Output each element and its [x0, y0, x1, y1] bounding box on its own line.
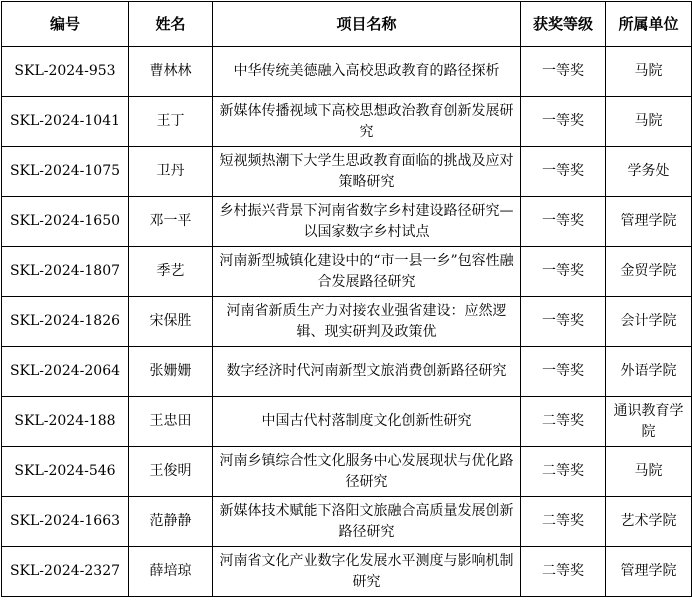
table-row — [2, 397, 692, 447]
cell-unit: 马院 — [606, 97, 692, 147]
table-row — [2, 47, 692, 97]
cell-name: 邓一平 — [129, 197, 213, 247]
cell-level: 一等奖 — [521, 197, 606, 247]
table-row — [2, 197, 692, 247]
header-level: 获奖等级 — [521, 2, 606, 47]
cell-unit: 金贸学院 — [606, 247, 692, 297]
cell-level: 二等奖 — [521, 547, 606, 597]
cell-title: 中华传统美德融入高校思政教育的路径探析 — [213, 47, 521, 97]
cell-id: SKL-2024-1807 — [2, 247, 129, 297]
cell-title: 数字经济时代河南新型文旅消费创新路径研究 — [213, 347, 521, 397]
cell-id: SKL-2024-2064 — [2, 347, 129, 397]
cell-unit: 马院 — [606, 47, 692, 97]
cell-unit: 管理学院 — [606, 197, 692, 247]
cell-name: 宋保胜 — [129, 297, 213, 347]
cell-title: 短视频热潮下大学生思政教育面临的挑战及应对策略研究 — [213, 147, 521, 197]
cell-level: 一等奖 — [521, 347, 606, 397]
table-row — [2, 297, 692, 347]
table-row — [2, 547, 692, 597]
cell-level: 一等奖 — [521, 47, 606, 97]
cell-level: 二等奖 — [521, 397, 606, 447]
cell-unit: 艺术学院 — [606, 497, 692, 547]
cell-unit: 马院 — [606, 447, 692, 497]
cell-name: 王忠田 — [129, 397, 213, 447]
cell-name: 张姗姗 — [129, 347, 213, 397]
cell-id: SKL-2024-188 — [2, 397, 129, 447]
cell-id: SKL-2024-2327 — [2, 547, 129, 597]
cell-unit: 管理学院 — [606, 547, 692, 597]
awards-table — [1, 1, 692, 597]
cell-title: 河南乡镇综合性文化服务中心发展现状与优化路径研究 — [213, 447, 521, 497]
cell-unit: 会计学院 — [606, 297, 692, 347]
header-name: 姓名 — [129, 2, 213, 47]
table-header — [2, 2, 692, 47]
cell-id: SKL-2024-1041 — [2, 97, 129, 147]
cell-level: 一等奖 — [521, 297, 606, 347]
cell-id: SKL-2024-1075 — [2, 147, 129, 197]
cell-id: SKL-2024-546 — [2, 447, 129, 497]
cell-name: 王丁 — [129, 97, 213, 147]
cell-level: 一等奖 — [521, 247, 606, 297]
table-body — [2, 47, 692, 597]
cell-id: SKL-2024-1650 — [2, 197, 129, 247]
cell-title: 河南省新质生产力对接农业强省建设：应然逻辑、现实研判及政策优 — [213, 297, 521, 347]
cell-unit: 学务处 — [606, 147, 692, 197]
cell-title: 中国古代村落制度文化创新性研究 — [213, 397, 521, 447]
cell-title: 乡村振兴背景下河南省数字乡村建设路径研究—以国家数字乡村试点 — [213, 197, 521, 247]
cell-unit: 外语学院 — [606, 347, 692, 397]
cell-unit: 通识教育学院 — [606, 397, 692, 447]
cell-name: 季艺 — [129, 247, 213, 297]
cell-id: SKL-2024-1663 — [2, 497, 129, 547]
cell-name: 薛培琼 — [129, 547, 213, 597]
table-row — [2, 247, 692, 297]
cell-name: 范静静 — [129, 497, 213, 547]
table-row — [2, 447, 692, 497]
cell-title: 新媒体传播视域下高校思想政治教育创新发展研究 — [213, 97, 521, 147]
header-row — [2, 2, 692, 47]
header-unit: 所属单位 — [606, 2, 692, 47]
header-id: 编号 — [2, 2, 129, 47]
cell-name: 曹林林 — [129, 47, 213, 97]
table-row — [2, 97, 692, 147]
cell-level: 一等奖 — [521, 97, 606, 147]
cell-title: 河南新型城镇化建设中的“市一县一乡”包容性融合发展路径研究 — [213, 247, 521, 297]
table-row — [2, 497, 692, 547]
cell-level: 一等奖 — [521, 147, 606, 197]
cell-name: 卫丹 — [129, 147, 213, 197]
cell-title: 新媒体技术赋能下洛阳文旅融合高质量发展创新路径研究 — [213, 497, 521, 547]
header-title: 项目名称 — [213, 2, 521, 47]
cell-id: SKL-2024-1826 — [2, 297, 129, 347]
table-row — [2, 347, 692, 397]
cell-level: 二等奖 — [521, 497, 606, 547]
cell-level: 二等奖 — [521, 447, 606, 497]
cell-title: 河南省文化产业数字化发展水平测度与影响机制研究 — [213, 547, 521, 597]
cell-id: SKL-2024-953 — [2, 47, 129, 97]
cell-name: 王俊明 — [129, 447, 213, 497]
table-row — [2, 147, 692, 197]
